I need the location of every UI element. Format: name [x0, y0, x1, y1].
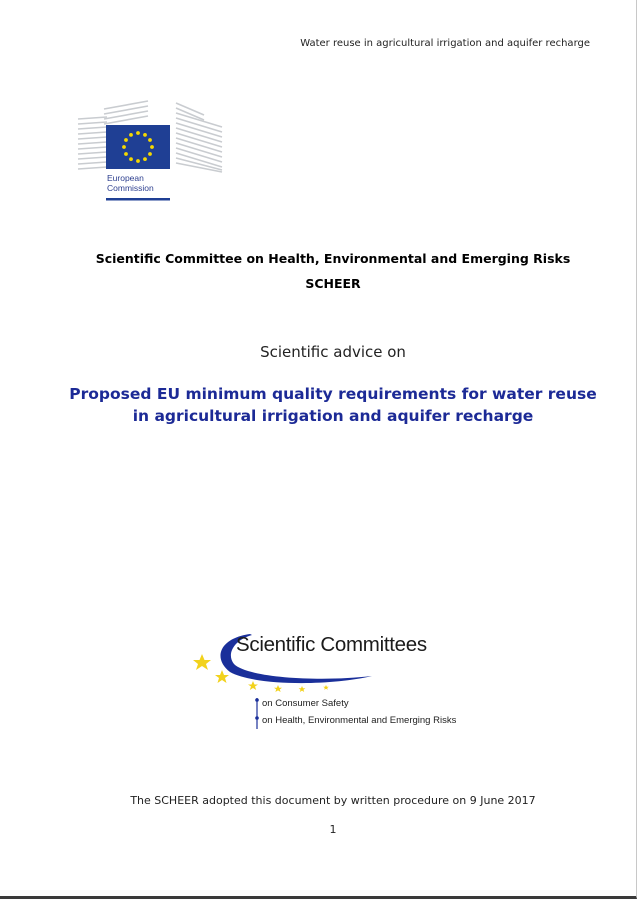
- sc-line-consumer-safety: on Consumer Safety: [262, 698, 349, 709]
- sc-line-health-env: on Health, Environmental and Emerging Risks: [262, 715, 457, 726]
- running-header: Water reuse in agricultural irrigation and aquifer recharge: [300, 38, 590, 49]
- advice-intro: Scientific advice on: [260, 343, 406, 361]
- committee-abbreviation: SCHEER: [305, 276, 361, 291]
- ec-logo-text: European Commission: [107, 173, 154, 193]
- committee-name: Scientific Committee on Health, Environmental and Emerging Risks: [95, 251, 571, 266]
- document-title-line-1: Proposed EU minimum quality requirements for water reuse: [69, 385, 597, 403]
- document-title-line-2: in agricultural irrigation and aquifer recharge: [132, 407, 534, 425]
- adoption-note: The SCHEER adopted this document by written procedure on 9 June 2017: [130, 794, 536, 807]
- document-title: [0, 383, 638, 427]
- scientific-committees-title: Scientific Committees: [236, 633, 427, 656]
- page-number: 1: [329, 823, 337, 836]
